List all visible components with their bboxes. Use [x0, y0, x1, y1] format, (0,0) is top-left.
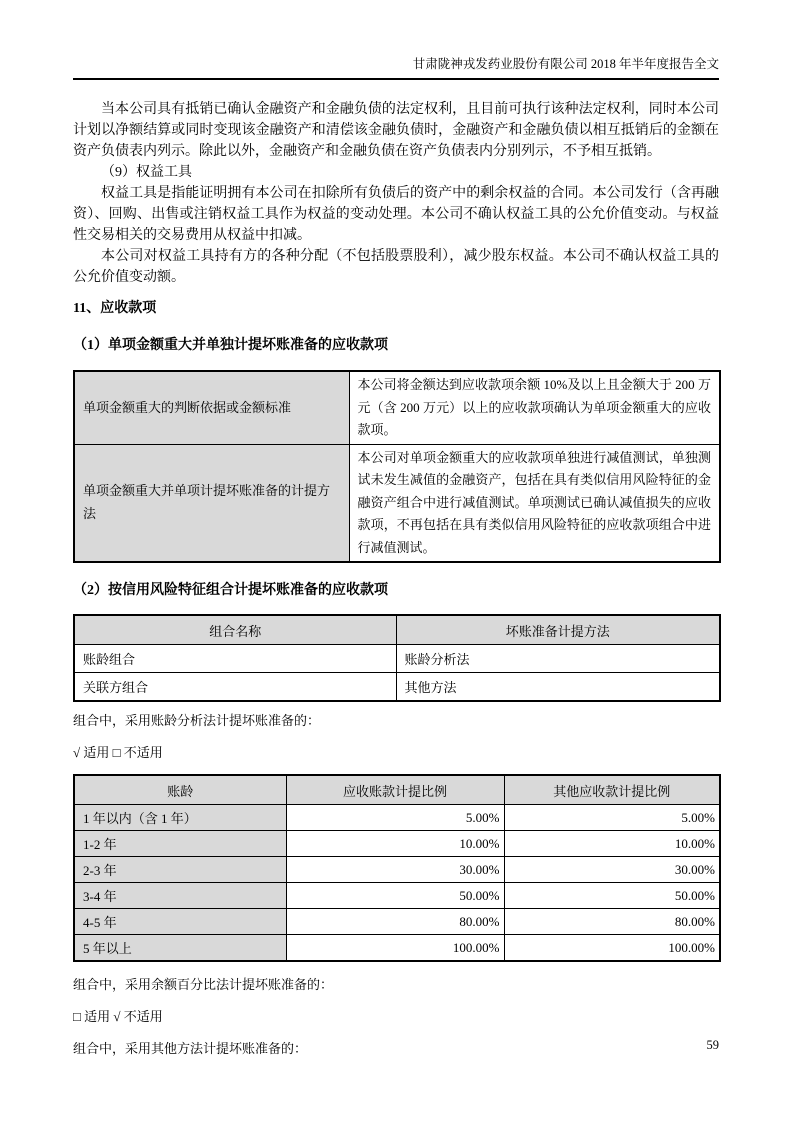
aging-provision-table [73, 774, 721, 962]
other-provision-ratio: 5.00% [504, 805, 720, 831]
note-aging-method: 组合中，采用账龄分析法计提坏账准备的： [73, 713, 321, 728]
paragraph-equity-distribution: 本公司对权益工具持有方的各种分配（不包括股票股利），减少股东权益。本公司不确认权益工具的公允价值变动额。 [73, 249, 719, 285]
ar-provision-ratio: 80.00% [286, 909, 504, 935]
aging-bucket: 1 年以内（含 1 年） [74, 805, 286, 831]
portfolio-name: 关联方组合 [74, 673, 396, 702]
table-row [74, 673, 720, 702]
portfolio-method: 账龄分析法 [396, 645, 720, 673]
ar-provision-ratio: 50.00% [286, 883, 504, 909]
portfolio-name: 账龄组合 [74, 645, 396, 673]
table-row [74, 645, 720, 673]
aging-header-other-ratio: 其他应收款计提比例 [504, 775, 720, 805]
subsection-heading-portfolio: （2）按信用风险特征组合计提坏账准备的应收款项 [73, 583, 388, 598]
report-header-title: 甘肃陇神戎发药业股份有限公司 2018 年半年度报告全文 [73, 56, 719, 80]
table-row [74, 831, 720, 857]
aging-header-age: 账龄 [74, 775, 286, 805]
significant-receivables-table [73, 370, 721, 563]
aging-bucket: 2-3 年 [74, 857, 286, 883]
significant-row-value: 本公司将金额达到应收款项余额 10%及以上且金额大于 200 万元（含 200 万元）以上的应收款项确认为单项金额重大的应收款项。 [349, 371, 720, 444]
table-row [74, 909, 720, 935]
significant-row-value: 本公司对单项金额重大的应收款项单独进行减值测试，单独测试未发生减值的金融资产，包括在具有类似信用风险特征的金融资产组合中进行减值测试。单项测试已确认减值损失的应收款项，不再包括在具有类似信用风险特征的应收款项组合中进行减值测试。 [349, 444, 720, 562]
portfolio-header-method: 坏账准备计提方法 [396, 615, 720, 645]
note-other-method: 组合中，采用其他方法计提坏账准备的： [73, 1041, 308, 1056]
portfolio-header-name: 组合名称 [74, 615, 396, 645]
page-content [73, 56, 719, 1058]
other-provision-ratio: 30.00% [504, 857, 720, 883]
table-row [74, 883, 720, 909]
note-balance-applicable: □ 适用 √ 不适用 [73, 1009, 163, 1024]
paragraph-offsetting: 当本公司具有抵销已确认金融资产和金融负债的法定权利，且目前可执行该种法定权利，同时本公司计划以净额结算或同时变现该金融资产和清偿该金融负债时，金融资产和金融负债以相互抵销后的金额在资产负债表内列示。除此以外，金融资产和金融负债在资产负债表内分别列示，不予相互抵销。 [73, 102, 719, 159]
aging-bucket: 5 年以上 [74, 935, 286, 962]
page-number: 59 [706, 1038, 719, 1052]
aging-bucket: 1-2 年 [74, 831, 286, 857]
table-row [74, 371, 720, 444]
significant-row-label: 单项金额重大并单项计提坏账准备的计提方法 [74, 444, 349, 562]
other-provision-ratio: 100.00% [504, 935, 720, 962]
note-aging-applicable: √ 适用 □ 不适用 [73, 745, 163, 760]
ar-provision-ratio: 10.00% [286, 831, 504, 857]
table-row [74, 805, 720, 831]
aging-header-ar-ratio: 应收账款计提比例 [286, 775, 504, 805]
other-provision-ratio: 50.00% [504, 883, 720, 909]
other-provision-ratio: 10.00% [504, 831, 720, 857]
table-row [74, 857, 720, 883]
table-row [74, 444, 720, 562]
other-provision-ratio: 80.00% [504, 909, 720, 935]
equity-instrument-heading: （9）权益工具 [101, 165, 192, 180]
ar-provision-ratio: 100.00% [286, 935, 504, 962]
portfolio-method: 其他方法 [396, 673, 720, 702]
table-header-row [74, 775, 720, 805]
portfolio-method-table [73, 614, 721, 702]
aging-bucket: 4-5 年 [74, 909, 286, 935]
ar-provision-ratio: 5.00% [286, 805, 504, 831]
section-heading-receivables: 11、应收款项 [73, 301, 157, 316]
table-header-row [74, 615, 720, 645]
aging-bucket: 3-4 年 [74, 883, 286, 909]
note-balance-method: 组合中，采用余额百分比法计提坏账准备的： [73, 977, 334, 992]
significant-row-label: 单项金额重大的判断依据或金额标准 [74, 371, 349, 444]
paragraph-equity-definition: 权益工具是指能证明拥有本公司在扣除所有负债后的资产中的剩余权益的合同。本公司发行（含再融资）、回购、出售或注销权益工具作为权益的变动处理。本公司不确认权益工具的公允价值变动。与权益性交易相关的交易费用从权益中扣减。 [73, 186, 719, 243]
ar-provision-ratio: 30.00% [286, 857, 504, 883]
subsection-heading-significant: （1）单项金额重大并单独计提坏账准备的应收款项 [73, 338, 388, 353]
table-row [74, 935, 720, 962]
